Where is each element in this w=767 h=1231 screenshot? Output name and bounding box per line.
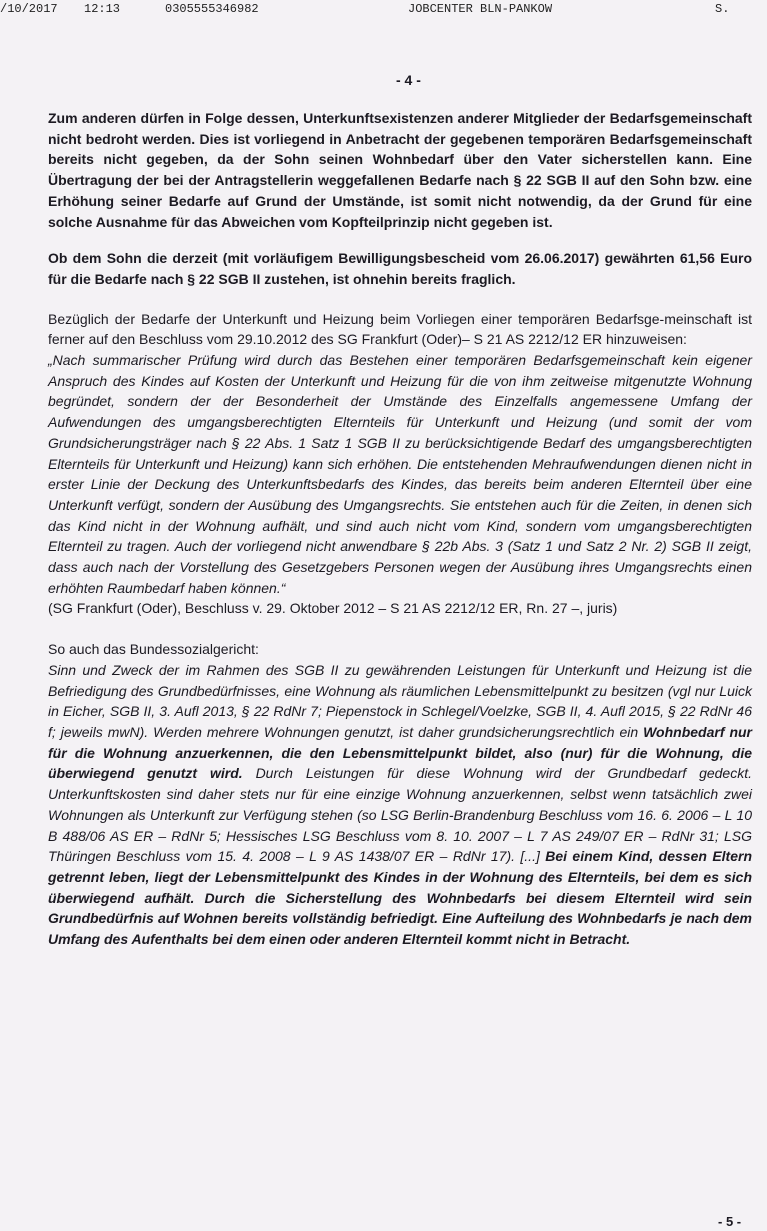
quote-bsg-part-b: Wohnbedarf nur für die Wohnung anzuerkennen, die den Lebensmittelpunkt bildet, also (nur) für die Wohnung, die überwiegend genutzt wird. xyxy=(48,723,753,782)
fax-time: 12:13 xyxy=(84,2,121,16)
fax-number: 0305555346982 xyxy=(165,2,259,16)
quote-bundessozialgericht xyxy=(48,660,752,950)
fax-page-label: S. xyxy=(715,2,730,16)
citation-sg-frankfurt: (SG Frankfurt (Oder), Beschluss v. 29. Oktober 2012 – S 21 AS 2212/12 ER, Rn. 27 –, juris) xyxy=(48,600,618,617)
fax-header xyxy=(0,2,767,18)
quote-sg-frankfurt: „Nach summarischer Prüfung wird durch das Bestehen einer temporären Bedarfsgemeinschaft kein eigener Anspruch des Kindes auf Kosten der Unterkunft und Heizung für die von ihm zeitweise mitgenutzte Wohnung begründet, sondern der der Besonderheit der Umstände des Einzelfalls angemessene Umfang der Aufwendungen des umgangsberechtigten Elternteils für Unterkunft und Heizung (und somit der vom Grundsicherungsträger nach § 22 Abs. 1 Satz 1 SGB II zu berücksichtigende Bedarf des umgangsberechtigten Elternteils für Unterkunft und Heizung) kann sich erhöhen. Die entstehenden Mehraufwendungen dienen nicht in erster Linie der Deckung des Unterkunftsbedarfs des Kindes, das bereits beim anderen Elternteil über eine Unterkunft verfügt, sondern der Ausübung des Umgangsrechts. Sie entstehen auch für die Zeiten, in denen sich das Kind nicht in der Wohnung aufhält, und sind auch nicht vom Kind, sondern vom umgangsberechtigten Elternteil zu tragen. Auch der vorliegend nicht anwendbare § 22b Abs. 3 (Satz 1 und Satz 2 Nr. 2) SGB II zeigt, dass auch nach der Vorstellung des Gesetzgebers Personen wegen der Ausübung ihres Umgangsrechts einen erhöhten Raumbedarf haben können.“ xyxy=(48,352,752,596)
document-body xyxy=(48,108,752,950)
fax-date: /10/2017 xyxy=(0,2,58,16)
paragraph-housing-existence: Zum anderen dürfen in Folge dessen, Unterkunftsexistenzen anderer Mitglieder der Bedarfsgemeinschaft nicht bedroht werden. Dies ist vorliegend in Anbetracht der gegebenen temporären Bedarfsgemeinschaft bereits nicht gegeben, da der Sohn seinen Wohnbedarf über den Vater sicherstellen kann. Eine Übertragung der bei der Antragstellerin weggefallenen Bedarfe nach § 22 SGB II auf den Sohn bzw. eine Erhöhung seiner Bedarfe auf Grund der Umstände, ist somit nicht notwendig, da der Grund für eine solche Ausnahme für das Abweichen vom Kopfteilprinzip nicht gegeben ist. xyxy=(48,110,752,230)
paragraph-son-entitlement: Ob dem Sohn die derzeit (mit vorläufigem Bewilligungsbescheid vom 26.06.2017) gewährten 61,56 Euro für die Bedarfe nach § 22 SGB II zustehen, ist ohnehin bereits fraglich. xyxy=(48,250,752,287)
next-page-number: - 5 - xyxy=(718,1214,742,1229)
quote-bsg-part-c: Durch Leistungen für diese Wohnung wird der Grundbedarf gedeckt. Unterkunftskosten sind daher stets nur für eine einzige Wohnung anzuerkennen, selbst wenn tatsächlich zwei Wohnungen als Unterkunft zur Verfügung stehen (so LSG Berlin-Brandenburg Beschluss vom 16. 6. 2006 – L 10 B 488/06 AS ER – RdNr 5; Hessisches LSG Beschluss vom 8. 10. 2007 – L 7 AS 249/07 ER – RdNr 31; LSG Thüringen Beschluss vom 15. 4. 2008 – L 9 AS 1438/07 ER – RdNr 17). [...] xyxy=(48,765,752,865)
paragraph-bsg-intro: So auch das Bundessozialgericht: xyxy=(48,641,259,658)
quote-bsg-part-d: Bei einem Kind, dessen Eltern getrennt leben, liegt der Lebensmittelpunkt des Kindes in der Wohnung des Elternteils, bei dem es sich überwiegend aufhält. Durch die Sicherstellung des Wohnbedarfs bei diesem Elternteil wird sein Grundbedürfnis auf Wohnen bereits vollständig befriedigt. Eine Aufteilung des Wohnbedarfs je nach dem Umfang des Aufenthalts bei dem einen oder anderen Elternteil kommt nicht in Betracht. xyxy=(48,848,752,948)
quote-bsg-part-a: Sinn und Zweck der im Rahmen des SGB II zu gewährenden Leistungen für Unterkunft und Heizung ist die Befriedigung des Grundbedürfnisses, eine Wohnung als räumlichen Lebensmittelpunkt zu besitzen (vgl nur Luick in Eicher, SGB II, 3. Aufl 2013, § 22 RdNr 7; Piepenstock in Schlegel/Voelzke, SGB II, 4. Aufl 2015, § 22 RdNr 46 f; jeweils mwN). Werden mehrere Wohnungen genutzt, ist daher grundsicherungsrechtlich ein xyxy=(48,661,752,740)
fax-sender: JOBCENTER BLN-PANKOW xyxy=(408,2,553,16)
paragraph-sg-frankfurt-intro: Bezüglich der Bedarfe der Unterkunft und Heizung beim Vorliegen einer temporären Bedarfsge-meinschaft ist ferner auf den Beschluss vom 29.10.2012 des SG Frankfurt (Oder)– S 21 AS 2212/12 ER hinzuweisen: xyxy=(48,310,752,348)
page-number: - 4 - xyxy=(396,72,421,88)
